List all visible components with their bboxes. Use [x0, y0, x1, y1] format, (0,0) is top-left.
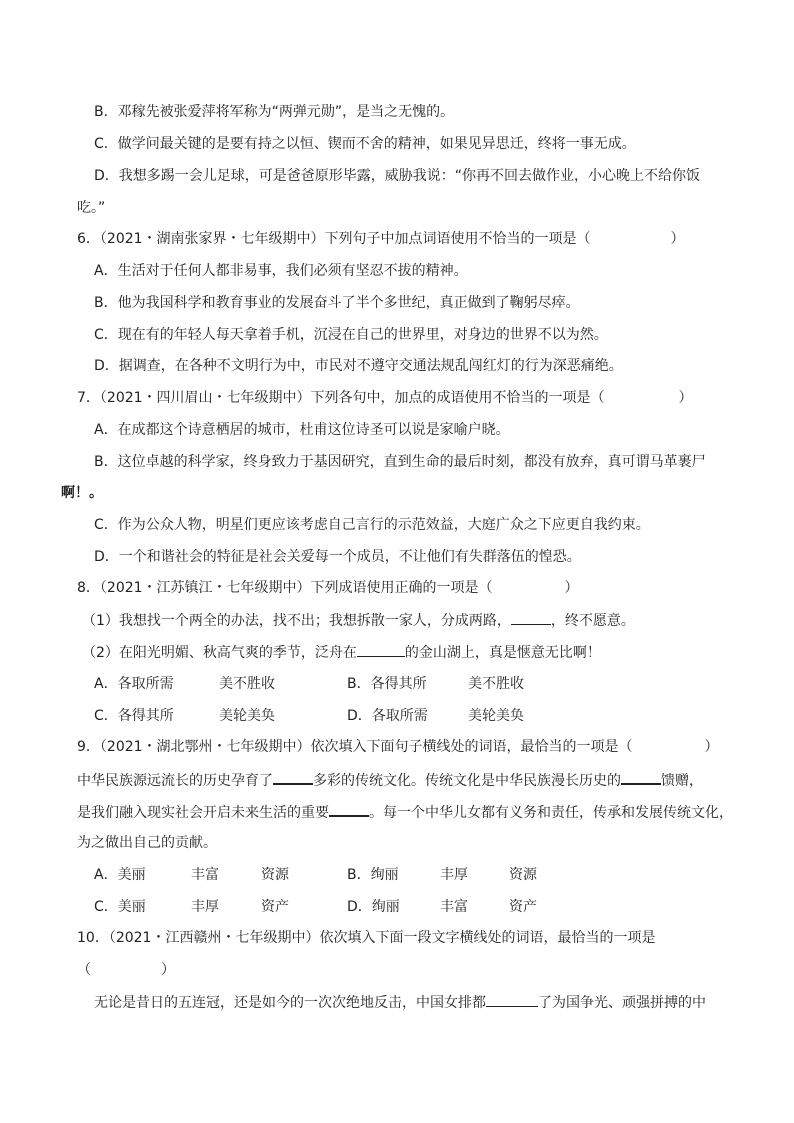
q8-option-c-label: C．各得其所 — [94, 708, 174, 724]
q8-option-c-word2: 美轮美奂 — [219, 708, 275, 724]
q5-option-c: C．做学问最关键的是要有持之以恒、锲而不舍的精神，如果见异思迁，终将一事无成。 — [94, 136, 636, 152]
q7-option-d: D．一个和谐社会的特征是社会关爱每一个成员，不让他们有失群落伍的惶恐。 — [94, 549, 581, 565]
q9-blank-1[interactable] — [273, 769, 313, 785]
q10-passage-line-1 — [94, 992, 706, 1013]
q9-passage-2a: 是我们融入现实社会开启未来生活的重要 — [77, 805, 329, 821]
q7-stem-text: 7．（2021・四川眉山・七年级期中）下列各句中，加点的成语使用不恰当的一项是（ — [77, 390, 605, 406]
q10-passage-1b: 了为国争光、顽强拼搏的中 — [538, 995, 706, 1011]
q7-option-c: C．作为公众人物，明星们更应该考虑自己言行的示范效益，大庭广众之下应更自我约束。 — [94, 517, 650, 533]
q8-sentence-2-part-b: 的金山湖上，真是惬意无比啊！ — [404, 645, 601, 661]
q8-sentence-2-part-a: （2）在阳光明媚、秋高气爽的季节，泛舟在 — [82, 645, 357, 661]
q6-close-paren: ） — [670, 231, 685, 247]
q6-option-a: A．生活对于任何人都非易事，我们必须有坚忍不拔的精神。 — [94, 263, 468, 279]
q9-passage-line-2 — [77, 801, 733, 823]
q6-stem — [77, 229, 685, 249]
q9-option-c-w2: 丰厚 — [191, 899, 219, 915]
q9-option-d-label: D．绚丽 — [347, 899, 400, 915]
q8-sentence-1-part-a: （1）我想找一个两全的办法，找不出；我想拆散一家人，分成两路， — [82, 613, 511, 629]
q10-blank-1[interactable] — [486, 992, 538, 1007]
q9-passage-line-3: 为之做出自己的贡献。 — [77, 835, 217, 851]
q9-option-a-w3: 资源 — [261, 867, 289, 883]
q7-option-b-cont: 啊！。 — [61, 485, 103, 501]
q9-blank-3[interactable] — [329, 801, 369, 817]
q9-stem — [77, 737, 719, 757]
q8-stem-text: 8．（2021・江苏镇江・七年级期中）下列成语使用正确的一项是（ — [77, 580, 493, 596]
q9-close-paren: ） — [704, 739, 719, 755]
q9-option-c-label: C．美丽 — [94, 899, 146, 915]
q8-option-d-word2: 美轮美奂 — [468, 708, 524, 724]
q8-option-b-word2: 美不胜收 — [468, 676, 524, 692]
q6-option-c: C．现在有的年轻人每天拿着手机，沉浸在自己的世界里，对身边的世界不以为然。 — [94, 327, 608, 343]
q6-stem-text: 6．（2021・湖南张家界・七年级期中）下列句子中加点词语使用不恰当的一项是（ — [77, 231, 591, 247]
q9-option-d-w2: 丰富 — [440, 899, 468, 915]
q6-option-d: D．据调查，在各种不文明行为中，市民对不遵守交通法规乱闯红灯的行为深恶痛绝。 — [94, 358, 623, 374]
q8-blank-1[interactable] — [511, 610, 551, 625]
q9-option-b-w2: 丰厚 — [440, 867, 468, 883]
q10-close-paren: ） — [161, 962, 175, 978]
q9-stem-text: 9．（2021・湖北鄂州・七年级期中）依次填入下面句子横线处的词语，最恰当的一项是（ — [77, 739, 633, 755]
q9-option-a-label: A．美丽 — [94, 867, 146, 883]
q8-sentence-2 — [82, 642, 601, 663]
q6-option-b: B．他为我国科学和教育事业的发展奋斗了半个多世纪，真正做到了鞠躬尽瘁。 — [94, 295, 580, 311]
q8-close-paren: ） — [564, 580, 579, 596]
q8-option-d-label: D．各取所需 — [347, 708, 428, 724]
q9-passage-line-1 — [77, 769, 703, 791]
q7-option-b: B．这位卓越的科学家，终身致力于基因研究，直到生命的最后时刻，都没有放弃，真可谓马革裹尸 — [94, 454, 706, 470]
q8-blank-2[interactable] — [357, 642, 405, 657]
q10-open-paren: （ — [77, 962, 91, 978]
q10-passage-1a: 无论是昔日的五连冠，还是如今的一次次绝地反击，中国女排都 — [94, 995, 486, 1011]
q9-option-b-label: B．绚丽 — [347, 867, 399, 883]
q5-option-d: D．我想多踢一会儿足球，可是爸爸原形毕露，威胁我说：“你再不回去做作业，小心晚上不给你饭 — [94, 168, 701, 184]
q8-sentence-1-part-b: ，终不愿意。 — [550, 613, 635, 629]
q9-passage-1a: 中华民族源远流长的历史孕育了 — [77, 773, 273, 789]
q9-passage-1b: 多彩的传统文化。传统文化是中华民族漫长历史的 — [313, 773, 621, 789]
q7-option-a: A．在成都这个诗意栖居的城市，杜甫这位诗圣可以说是家喻户晓。 — [94, 422, 510, 438]
q10-answer-paren — [77, 960, 175, 980]
q7-close-paren: ） — [678, 390, 693, 406]
q8-stem — [77, 578, 579, 598]
q9-passage-1c: 馈赠， — [661, 773, 703, 789]
q9-option-c-w3: 资产 — [261, 899, 289, 915]
q8-option-a-word2: 美不胜收 — [219, 676, 275, 692]
q8-sentence-1 — [82, 610, 635, 631]
q9-blank-2[interactable] — [621, 769, 661, 785]
q9-option-d-w3: 资产 — [509, 899, 537, 915]
q7-stem — [77, 388, 693, 408]
q9-passage-2b: 。每一个中华儿女都有义务和责任，传承和发展传统文化， — [369, 805, 733, 821]
q8-option-b-label: B．各得其所 — [347, 676, 427, 692]
q8-option-a-label: A．各取所需 — [94, 676, 174, 692]
q9-option-b-w3: 资源 — [509, 867, 537, 883]
q9-option-a-w2: 丰富 — [191, 867, 219, 883]
q5-option-b: B．邓稼先被张爱萍将军称为“两弹元勋”，是当之无愧的。 — [94, 104, 455, 120]
q5-option-d-cont: 吃。” — [77, 200, 106, 216]
q10-stem: 10．（2021・江西赣州・七年级期中）依次填入下面一段文字横线处的词语，最恰当的一项是 — [77, 930, 656, 946]
